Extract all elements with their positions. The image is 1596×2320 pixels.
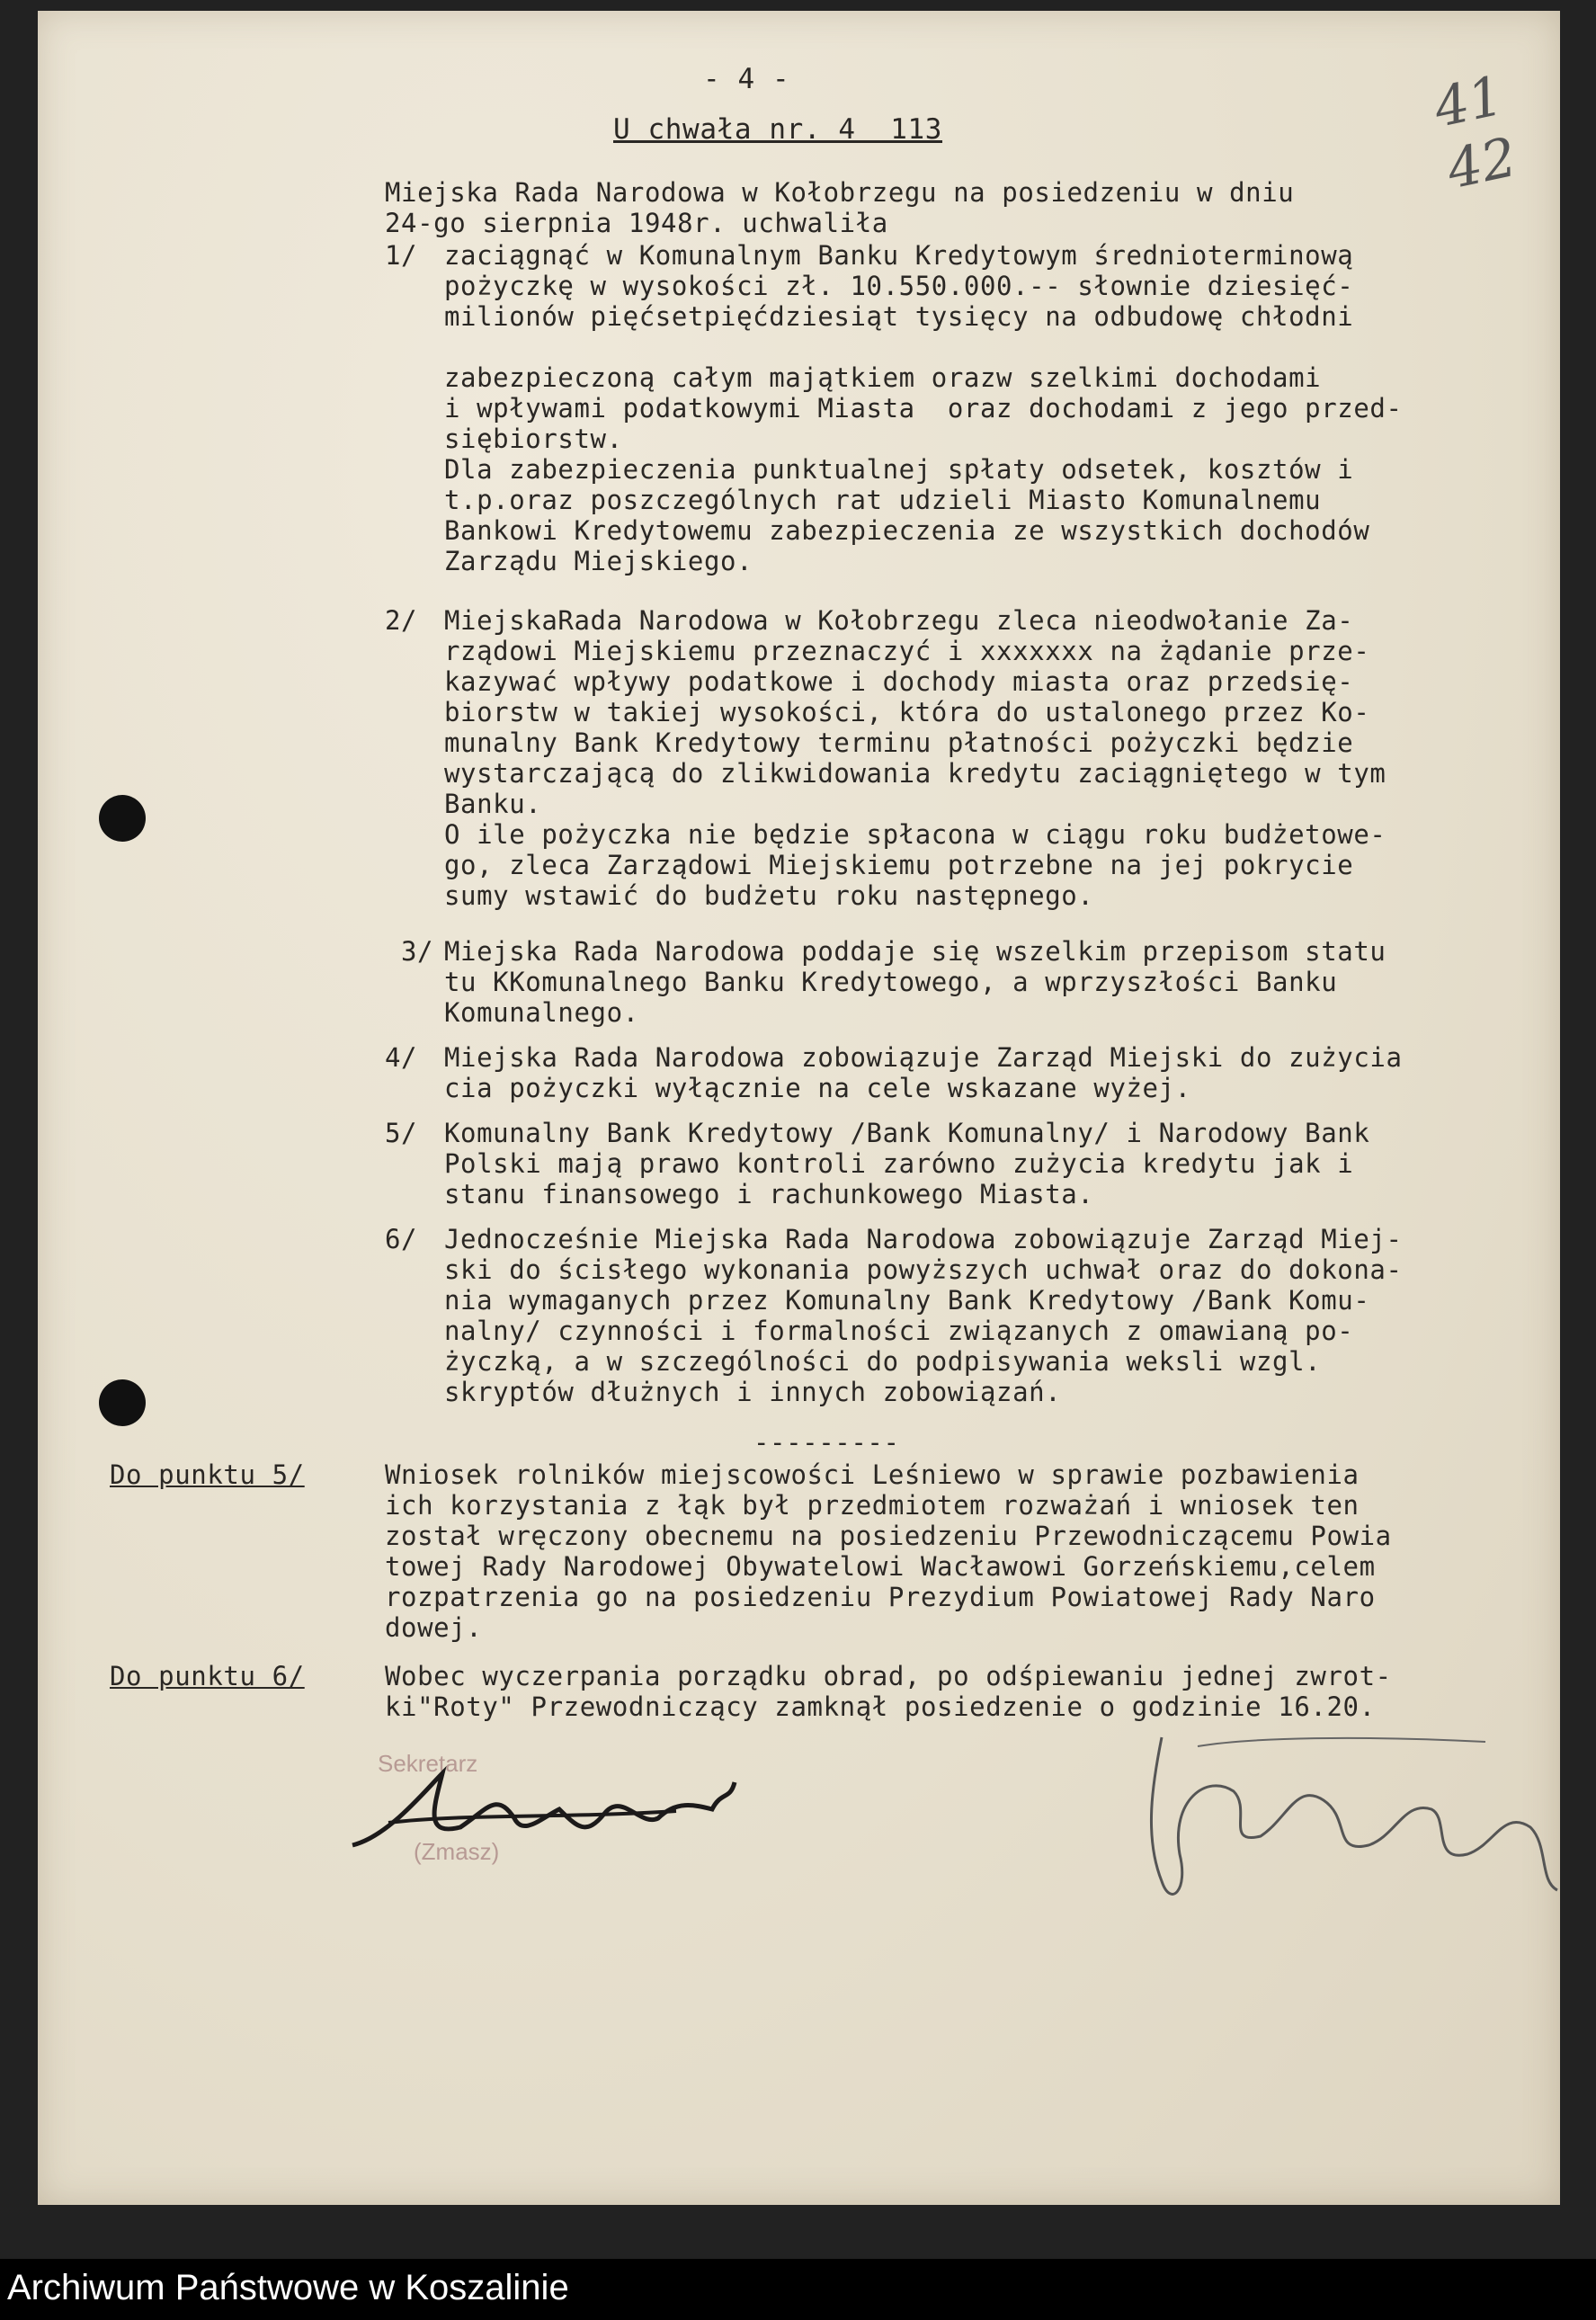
note-line: został wręczony obecnemu na posiedzeniu Przewodniczącemu Powia — [385, 1521, 1392, 1551]
note-label: Do punktu 6/ — [110, 1661, 305, 1691]
point-line: rządowi Miejskiemu przeznaczyć i xxxxxxx na żądanie prze- — [444, 636, 1370, 666]
note-line: ki"Roty" Przewodniczący zamknął posiedzenie o godzinie 16.20. — [385, 1691, 1376, 1722]
note-line: Wobec wyczerpania porządku obrad, po odśpiewaniu jednej zwrot- — [385, 1661, 1392, 1691]
point-line: zaciągnąć w Komunalnym Banku Kredytowym średnioterminową — [444, 240, 1354, 271]
point-number: 4/ — [385, 1042, 418, 1073]
point-line: stanu finansowego i rachunkowego Miasta. — [444, 1179, 1094, 1209]
point-line: Zarządu Miejskiego. — [444, 546, 753, 576]
point-line: nia wymaganych przez Komunalny Bank Kredytowy /Bank Komu- — [444, 1285, 1370, 1316]
signature-left — [334, 1755, 748, 1872]
archive-name: Archiwum Państwowe w Koszalinie — [7, 2268, 569, 2307]
note-label: Do punktu 5/ — [110, 1459, 305, 1490]
punch-hole-top — [99, 795, 146, 842]
point-line: nalny/ czynności i formalności związanych z omawianą po- — [444, 1316, 1354, 1346]
point-line: Polski mają prawo kontroli zarówno zużycia kredytu jak i — [444, 1148, 1354, 1179]
point-line: pożyczkę w wysokości zł. 10.550.000.-- słownie dziesięć- — [444, 271, 1354, 301]
point-line: cia pożyczki wyłącznie na cele wskazane wyżej. — [444, 1073, 1191, 1103]
point-line: wystarczającą do zlikwidowania kredytu zaciągniętego w tym — [444, 758, 1386, 789]
point-line: milionów pięćsetpięćdziesiąt tysięcy na odbudowę chłodni — [444, 301, 1354, 332]
point-line: go, zleca Zarządowi Miejskiemu potrzebne na jej pokrycie — [444, 850, 1354, 880]
point-line: O ile pożyczka nie będzie spłacona w ciągu roku budżetowe- — [444, 819, 1386, 850]
intro-line: 24-go sierpnia 1948r. uchwaliła — [385, 208, 888, 238]
point-line: ski do ścisłego wykonania powyższych uchwał oraz do dokona- — [444, 1254, 1403, 1285]
point-line: Jednocześnie Miejska Rada Narodowa zobowiązuje Zarząd Miej- — [444, 1224, 1403, 1254]
point-line: skryptów dłużnych i innych zobowiązań. — [444, 1377, 1062, 1407]
point-line: munalny Bank Kredytowy terminu płatności pożyczki będzie — [444, 727, 1354, 758]
point-line: Miejska Rada Narodowa poddaje się wszelkim przepisom statu — [444, 936, 1386, 967]
point-line: Miejska Rada Narodowa zobowiązuje Zarząd Miejski do zużycia — [444, 1042, 1403, 1073]
resolution-title: U chwała nr. 4 113 — [613, 113, 943, 146]
point-line: i wpływami podatkowymi Miasta oraz dochodami z jego przed- — [444, 393, 1403, 424]
point-number: 1/ — [385, 240, 418, 271]
signature-right — [1108, 1710, 1575, 1944]
separator: --------- — [753, 1427, 900, 1458]
point-number: 6/ — [385, 1224, 418, 1254]
point-line: Bankowi Kredytowemu zabezpieczenia ze wszystkich dochodów — [444, 515, 1370, 546]
margin-note: 41 42 — [1428, 64, 1522, 202]
punch-hole-bottom — [99, 1379, 146, 1426]
point-line: siębiorstw. — [444, 424, 623, 454]
point-line: Dla zabezpieczenia punktualnej spłaty odsetek, kosztów i — [444, 454, 1354, 485]
point-line: Banku. — [444, 789, 542, 819]
page-number: - 4 - — [703, 63, 790, 95]
point-line: zabezpieczoną całym majątkiem orazw szelkimi dochodami — [444, 362, 1322, 393]
document-page — [38, 11, 1560, 2205]
point-line: Komunalny Bank Kredytowy /Bank Komunalny/ i Narodowy Bank — [444, 1118, 1370, 1148]
point-line: kazywać wpływy podatkowe i dochody miasta oraz przedsię- — [444, 666, 1354, 697]
archive-footer — [0, 2259, 1596, 2320]
point-number: 5/ — [385, 1118, 418, 1148]
point-line: MiejskaRada Narodowa w Kołobrzegu zleca nieodwołanie Za- — [444, 605, 1354, 636]
point-line: t.p.oraz poszczególnych rat udzieli Miasto Komunalnemu — [444, 485, 1322, 515]
point-line: życzką, a w szczególności do podpisywania weksli wzgl. — [444, 1346, 1322, 1377]
point-line: tu KKomunalnego Banku Kredytowego, a wprzyszłości Banku — [444, 967, 1338, 997]
note-line: Wniosek rolników miejscowości Leśniewo w sprawie pozbawienia — [385, 1459, 1360, 1490]
point-line: sumy wstawić do budżetu roku następnego. — [444, 880, 1094, 911]
point-number: 2/ — [385, 605, 418, 636]
point-line: biorstw w takiej wysokości, która do ustalonego przez Ko- — [444, 697, 1370, 727]
stamp-name: (Zmasz) — [414, 1838, 500, 1865]
note-line: rozpatrzenia go na posiedzeniu Prezydium Powiatowej Rady Naro — [385, 1582, 1376, 1612]
point-number: 3/ — [401, 936, 434, 967]
intro-line: Miejska Rada Narodowa w Kołobrzegu na posiedzeniu w dniu — [385, 177, 1295, 208]
note-line: dowej. — [385, 1612, 483, 1643]
stamp-title: Sekretarz — [378, 1750, 478, 1777]
note-line: towej Rady Narodowej Obywatelowi Wacławowi Gorzeńskiemu,celem — [385, 1551, 1376, 1582]
point-line: Komunalnego. — [444, 997, 639, 1028]
note-line: ich korzystania z łąk był przedmiotem rozważań i wniosek ten — [385, 1490, 1360, 1521]
